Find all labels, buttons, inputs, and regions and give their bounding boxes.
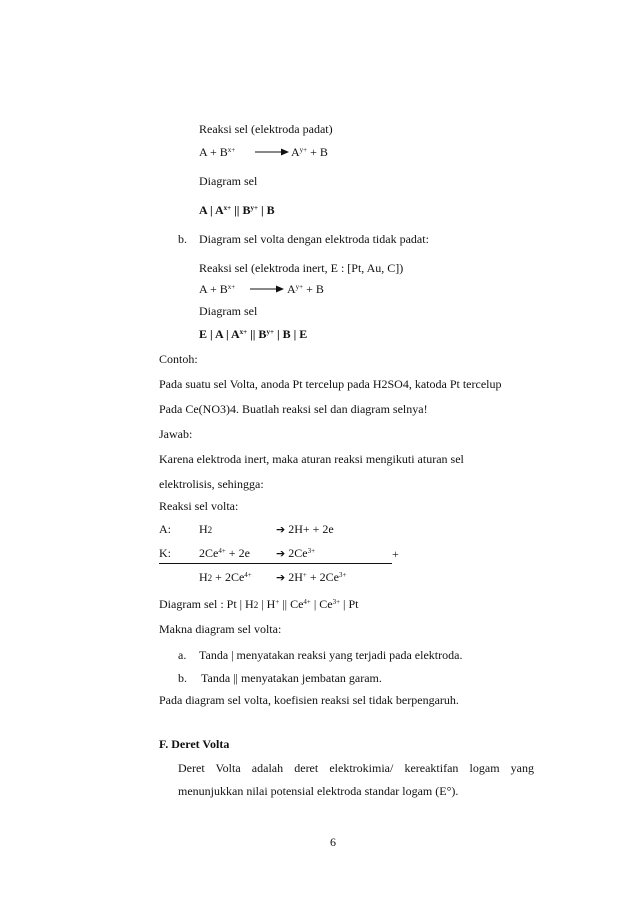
- right-arrow-icon: ➔: [276, 571, 286, 584]
- cathode-reactant: $2Ce^{4+} + 2e$: [199, 546, 250, 560]
- cathode-product: ➔ $2Ce^{3+}$: [276, 546, 316, 560]
- reaction-product-inert: $A^{y+} + B$: [287, 282, 324, 296]
- cell-diagram-inert: E | A | $A^{x+}$ || $B^{y+}$ | B | E: [199, 327, 308, 341]
- right-arrow-icon: ➔: [276, 523, 286, 536]
- answer-text-line-2: elektrolisis, sehingga:: [159, 477, 264, 491]
- example-label: Contoh:: [159, 352, 198, 366]
- anode-reactant: H2: [199, 522, 213, 536]
- deret-volta-line-1: Deret Volta adalah deret elektrokimia/ kereaktifan logam yang: [178, 761, 534, 775]
- diagram-label-solid: Diagram sel: [199, 174, 258, 188]
- sum-plus-sign: +: [392, 547, 399, 561]
- reaction-equation-solid: $A + B^{x+}$: [199, 145, 236, 159]
- right-arrow-icon: ➔: [276, 547, 286, 560]
- answer-label: Jawab:: [159, 427, 193, 441]
- reaction-label: Reaksi sel volta:: [159, 499, 239, 513]
- reaction-product-solid: $A^{y+} + B$: [291, 145, 328, 159]
- meaning-item-b: Tanda || menyatakan jembatan garam.: [201, 671, 382, 685]
- reaction-title-inert: Reaksi sel (elektroda inert, E : [Pt, Au, C]): [199, 261, 404, 275]
- reaction-arrow-icon: [250, 284, 284, 294]
- subsection-heading-nonsolid: Diagram sel volta dengan elektroda tidak padat:: [199, 232, 429, 246]
- cell-diagram-example: Diagram sel : Pt | H2 | H+ || $Ce^{4+}$ | $Ce^{3+}$ | Pt: [159, 597, 359, 611]
- cell-diagram-solid: A | $A^{x+}$ || $B^{y+}$ | B: [199, 203, 275, 217]
- example-text-line-1: Pada suatu sel Volta, anoda Pt tercelup pada H2SO4, katoda Pt tercelup: [159, 377, 502, 391]
- meaning-note: Pada diagram sel volta, koefisien reaksi sel tidak berpengaruh.: [159, 693, 459, 707]
- anode-product: ➔ 2H+ + 2e: [276, 522, 334, 536]
- total-reactants: $H2 + 2Ce^{4+}$: [199, 570, 252, 584]
- page-number: 6: [330, 835, 336, 849]
- meaning-label: Makna diagram sel volta:: [159, 622, 282, 636]
- example-text-line-2: Pada Ce(NO3)4. Buatlah reaksi sel dan diagram selnya!: [159, 402, 428, 416]
- total-products: ➔ $2H^+ + 2Ce^{3+}$: [276, 570, 347, 584]
- reaction-equation-inert: $A + B^{x+}$: [199, 282, 236, 296]
- answer-text-line-1: Karena elektroda inert, maka aturan reaksi mengikuti aturan sel: [159, 452, 464, 466]
- list-marker-b: b.: [178, 671, 187, 685]
- sum-divider-line: [159, 563, 392, 564]
- deret-volta-line-2: menunjukkan nilai potensial elektroda standar logam (E°).: [178, 784, 459, 798]
- cathode-label: K:: [159, 546, 171, 560]
- section-heading-deret-volta: F. Deret Volta: [159, 737, 230, 751]
- meaning-item-a: Tanda | menyatakan reaksi yang terjadi pada elektroda.: [199, 648, 463, 662]
- reaction-title-solid: Reaksi sel (elektroda padat): [199, 122, 333, 136]
- reaction-arrow-icon: [255, 147, 289, 157]
- diagram-label-inert: Diagram sel: [199, 304, 258, 318]
- list-marker-b: b.: [178, 232, 187, 246]
- anode-label: A:: [159, 522, 171, 536]
- list-marker-a: a.: [178, 648, 187, 662]
